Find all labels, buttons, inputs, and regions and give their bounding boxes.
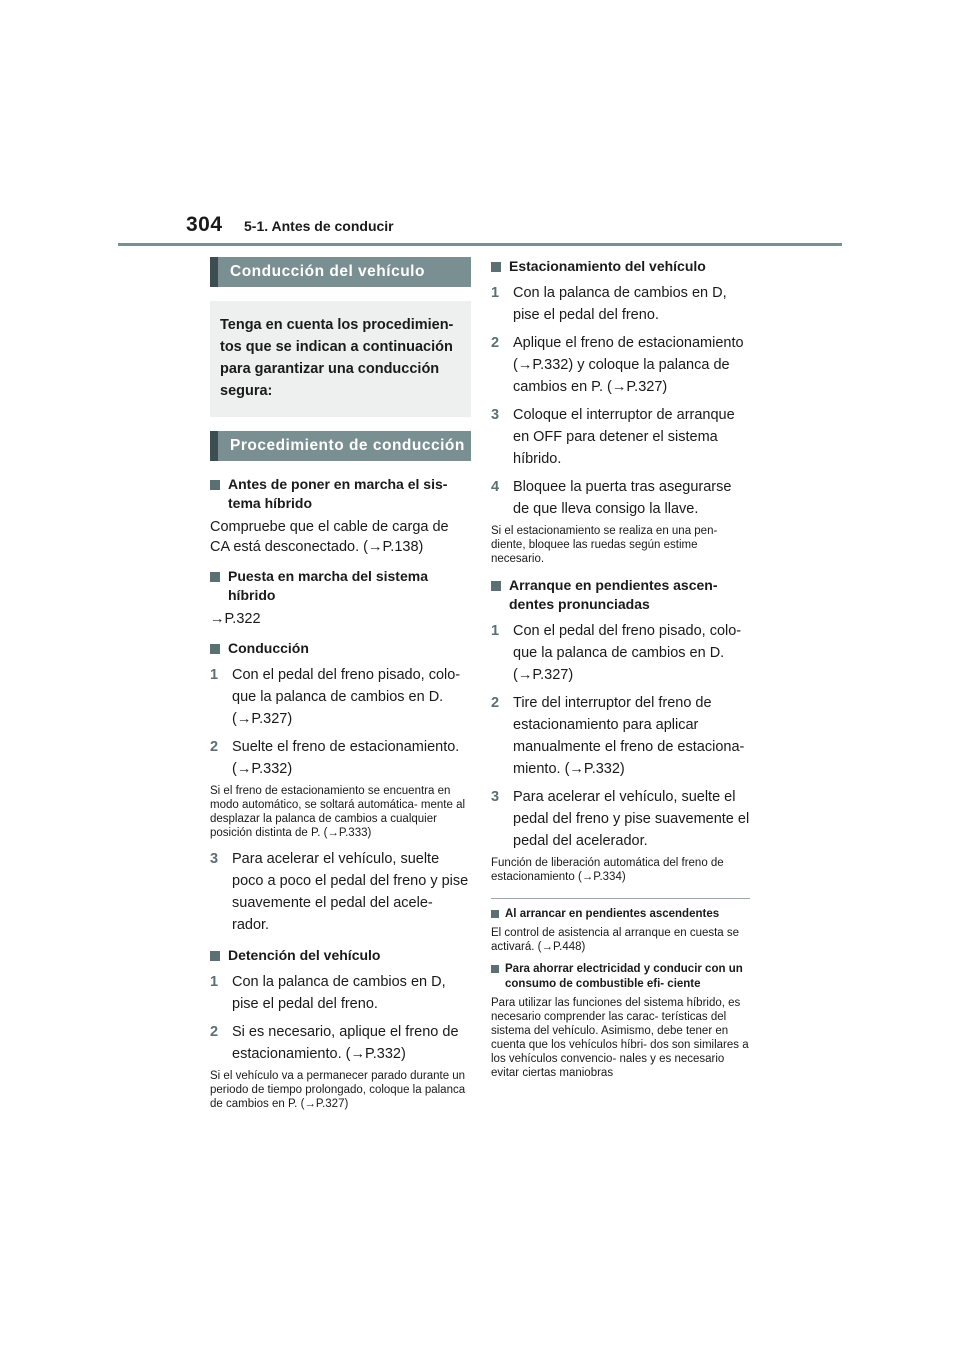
step: 3 Coloque el interruptor de arranque en OFF para detener el sistema híbrido. (491, 407, 735, 467)
step: 1 Con la palanca de cambios en D, pise el pedal del freno. (210, 974, 446, 1012)
body-puesta: →P.322 (210, 611, 261, 627)
body-antes: Compruebe que el cable de carga de CA está desconectado. (→P.138) (210, 519, 449, 555)
divider (491, 898, 750, 899)
square-bullet-icon (491, 262, 501, 272)
subhead-conduccion: Conducción (210, 639, 471, 658)
square-bullet-icon (210, 572, 220, 582)
subhead-ahorrar: Para ahorrar electricidad y conducir con un consumo de combustible efi- ciente (491, 962, 750, 992)
page-number: 304 (186, 213, 223, 236)
square-bullet-icon (210, 644, 220, 654)
step: 1 Con el pedal del freno pisado, colo- que la palanca de cambios en D. (→P.327) (491, 623, 742, 683)
heading-conduccion: Conducción del vehículo (210, 257, 471, 287)
square-bullet-icon (491, 965, 499, 973)
subhead-puesta: Puesta en marcha del sistema híbrido (210, 567, 471, 605)
note: El control de asistencia al arranque en cuesta se activará. (→P.448) (491, 927, 740, 953)
step: 2 Si es necesario, aplique el freno de estacionamiento. (→P.332) (210, 1024, 459, 1062)
subhead-al-arrancar: Al arrancar en pendientes ascendentes (491, 907, 750, 922)
square-bullet-icon (491, 581, 501, 591)
subhead-antes: Antes de poner en marcha el sis- tema híbrido (210, 475, 471, 513)
square-bullet-icon (491, 910, 499, 918)
section-title: 5-1. Antes de conducir (244, 218, 394, 234)
left-column (210, 257, 471, 1119)
square-bullet-icon (210, 480, 220, 490)
note: Si el freno de estacionamiento se encuentra en modo automático, se soltará automática- mente al desplazar la palanca de cambios a cualquier posición distinta de P. (→P.333) (210, 785, 466, 839)
step: 1 Con la palanca de cambios en D, pise el pedal del freno. (491, 285, 727, 323)
step: 2 Aplique el freno de estacionamiento (→P.332) y coloque la palanca de cambios en P. (→P.327) (491, 335, 744, 395)
right-column (491, 257, 750, 1088)
step: 2 Suelte el freno de estacionamiento. (→P.332) (210, 739, 460, 777)
step: 3 Para acelerar el vehículo, suelte poco a poco el pedal del freno y pise suavemente el pedal del acele- rador. (210, 851, 469, 933)
intro-box: Tenga en cuenta los procedimien- tos que se indican a continuación para garantizar una conducción segura: (210, 301, 471, 417)
step: 4 Bloquee la puerta tras asegurarse de que lleva consigo la llave. (491, 479, 732, 517)
step: 2 Tire del interruptor del freno de estacionamiento para aplicar manualmente el freno de estaciona- miento. (→P.332) (491, 695, 745, 777)
note: Si el estacionamiento se realiza en una pen- diente, bloquee las ruedas según estime necesario. (491, 525, 718, 565)
step: 3 Para acelerar el vehículo, suelte el pedal del freno y pise suavemente el pedal del acelerador. (491, 789, 750, 849)
note: Para utilizar las funciones del sistema híbrido, es necesario comprender las carac- terísticas del sistema del vehículo. Asimismo, debe tener en cuenta que los vehículos híbri- dos son similares a los vehículos convencio- nales y es necesario evitar ciertas maniobras (491, 997, 749, 1079)
subhead-arranque: Arranque en pendientes ascen- dentes pronunciadas (491, 576, 750, 614)
step: 1 Con el pedal del freno pisado, colo- que la palanca de cambios en D. (→P.327) (210, 667, 461, 727)
note: Función de liberación automática del freno de estacionamiento (→P.334) (491, 857, 724, 883)
heading-procedimiento: Procedimiento de conducción (210, 431, 471, 461)
subhead-estacionamiento: Estacionamiento del vehículo (491, 257, 750, 276)
subhead-detencion: Detención del vehículo (210, 946, 471, 965)
square-bullet-icon (210, 951, 220, 961)
header-rule (118, 243, 842, 246)
note: Si el vehículo va a permanecer parado durante un periodo de tiempo prolongado, coloque la palanca de cambios en P. (→P.327) (210, 1070, 466, 1110)
